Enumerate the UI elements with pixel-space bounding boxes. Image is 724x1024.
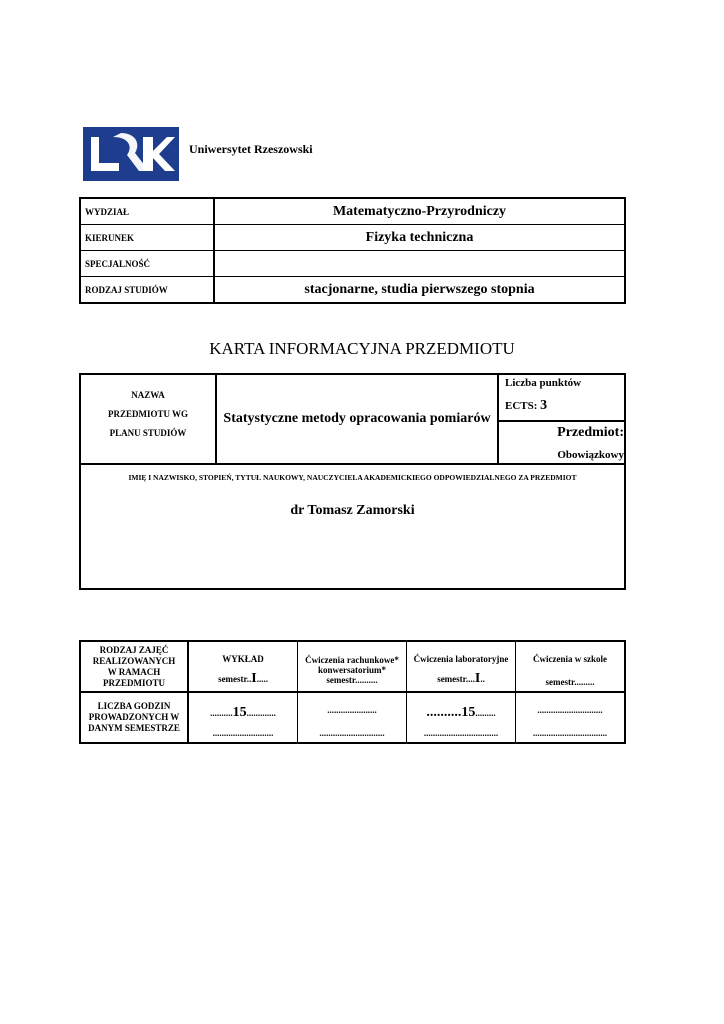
hours-label: LICZBA GODZIN PROWADZONYCH W DANYM SEMESTRZE xyxy=(80,692,188,743)
laboratory-cell: Ćwiczenia laboratoryjne semestr....I.. xyxy=(407,641,516,692)
lecture-hours: ..........15............. ........................... xyxy=(188,692,298,743)
table-row xyxy=(80,692,625,743)
lecture-cell: WYKŁAD semestr..I..... xyxy=(188,641,298,692)
responsible-label: IMIĘ I NAZWISKO, STOPIEŃ, TYTUŁ NAUKOWY, NAUCZYCIELA AKADEMICKIEGO ODPOWIEDZIALNEGO ZA PRZEDMIOT xyxy=(128,473,577,482)
table-row xyxy=(80,277,625,304)
school-exercises-cell: Ćwiczenia w szkole semestr......... xyxy=(516,641,626,692)
field-value: Fizyka techniczna xyxy=(214,225,625,251)
ects xyxy=(505,398,547,414)
subject-value: Obowiązkowy xyxy=(557,449,624,461)
field-label: KIERUNEK xyxy=(80,225,214,251)
university-logo-icon xyxy=(83,127,179,181)
ects-label: ECTS: xyxy=(505,400,538,412)
table-row xyxy=(80,251,625,277)
subject-label: Przedmiot: xyxy=(557,425,624,440)
class-type-label: RODZAJ ZAJĘĆ REALIZOWANYCH W RAMACH PRZEDMIOTU xyxy=(80,641,188,692)
exercises-hours: ...................... ............................. xyxy=(298,692,407,743)
responsible-teacher: dr Tomasz Zamorski xyxy=(290,503,415,518)
divider xyxy=(81,463,624,465)
table-row xyxy=(80,225,625,251)
table-row xyxy=(80,198,625,225)
course-info-box xyxy=(79,373,626,590)
document-title: KARTA INFORMACYJNA PRZEDMIOTU xyxy=(209,339,515,358)
university-name: Uniwersytet Rzeszowski xyxy=(189,142,313,156)
school-exercises-hours: ............................. ................................. xyxy=(516,692,626,743)
faculty-info-table xyxy=(79,197,626,304)
points-label: Liczba punktów xyxy=(505,377,582,389)
faculty-value: Matematyczno-Przyrodniczy xyxy=(214,198,625,225)
course-name: Statystyczne metody opracowania pomiarów xyxy=(217,375,499,463)
study-type-value: stacjonarne, studia pierwszego stopnia xyxy=(214,277,625,304)
specialty-label: SPECJALNOŚĆ xyxy=(80,251,214,277)
specialty-value xyxy=(214,251,625,277)
exercises-cell: Ćwiczenia rachunkowe* konwersatorium* semestr.......... xyxy=(298,641,407,692)
course-name-label: NAZWA PRZEDMIOTU WG PLANU STUDIÓW xyxy=(81,375,217,463)
classes-table xyxy=(79,640,626,744)
table-row xyxy=(80,641,625,692)
faculty-label: WYDZIAŁ xyxy=(80,198,214,225)
ects-value: 3 xyxy=(540,398,548,413)
study-type-label: RODZAJ STUDIÓW xyxy=(80,277,214,304)
laboratory-hours: ..........15......... ................................. xyxy=(407,692,516,743)
